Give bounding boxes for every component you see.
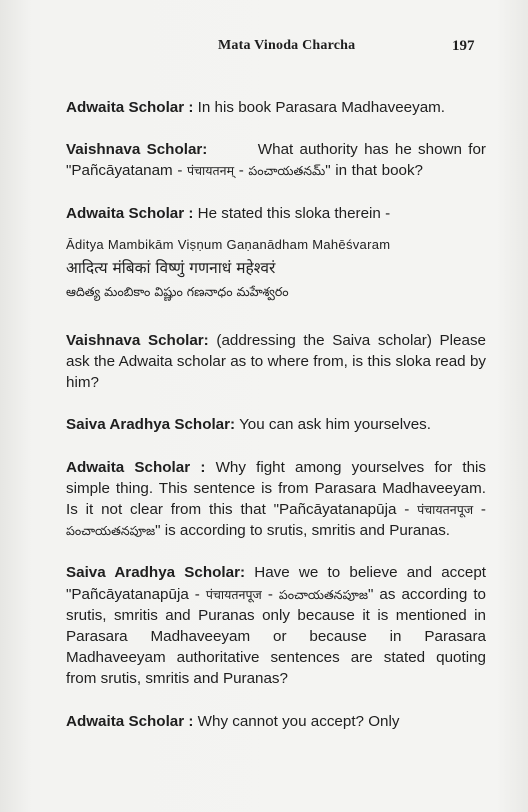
devanagari-term: पंचायतनम्	[187, 163, 235, 179]
telugu-term: పంచాయతనపూజ	[66, 523, 156, 539]
speaker-label: Saiva Aradhya Scholar:	[66, 416, 236, 434]
dialogue-text: Have we to believe and accept "Pañcāyatanapūja -	[66, 564, 486, 603]
speaker-label: Vaishnava Scholar:	[66, 141, 208, 159]
devanagari-term: पंचायतनपूज	[417, 502, 474, 518]
running-head: Mata Vinoda Charcha	[218, 38, 356, 53]
page-header	[0, 38, 528, 58]
dialogue-paragraph	[66, 457, 486, 542]
speaker-label: Adwaita Scholar :	[66, 458, 206, 476]
dialogue-text: Why fight among yourselves for this simple thing. This sentence is from Parasara Madhaveeyam. Is it not clear from this that "Pañcāyatanapūja -	[66, 458, 486, 519]
dialogue-text: In his book Parasara Madhaveeyam.	[197, 99, 446, 116]
dialogue-paragraph	[66, 711, 486, 732]
verse-devanagari: आदित्य मंबिकां विष्णुं गणनाधं महेश्वरं	[66, 258, 276, 277]
dialogue-text: (addressing the Saiva scholar) Please ask the Adwaita scholar as to where from, is this sloka read by him?	[66, 331, 486, 392]
dialogue-text: " as according to srutis, smritis and Puranas only because it is mentioned in Parasara Madhaveeyam or because in Parasara Madhaveeyam authoritative sentences are stated quoting from srutis, smritis and Puranas?	[66, 585, 487, 688]
separator-text: -	[261, 585, 279, 603]
sloka-verse	[66, 235, 486, 303]
speaker-label: Adwaita Scholar :	[66, 204, 194, 222]
separator-text: -	[473, 501, 486, 519]
speaker-label: Adwaita Scholar :	[66, 99, 194, 116]
speaker-label: Saiva Aradhya Scholar:	[66, 564, 246, 582]
dialogue-text: What authority has he shown for "Pañcāyatanam -	[66, 141, 486, 180]
dialogue-text: " is according to srutis, smritis and Puranas.	[155, 522, 451, 540]
dialogue-paragraph	[66, 562, 486, 689]
dialogue-text: " in that book?	[325, 162, 424, 180]
page-body	[66, 97, 486, 753]
telugu-term: పంచాయతనమ్	[248, 163, 326, 179]
dialogue-paragraph	[66, 97, 486, 118]
dialogue-paragraph	[66, 203, 486, 224]
dialogue-text: He stated this sloka therein -	[197, 204, 391, 222]
dialogue-text: Why cannot you accept? Only	[197, 712, 400, 730]
telugu-term: పంచాయతనపూజ	[278, 586, 369, 602]
speaker-label: Vaishnava Scholar:	[66, 331, 209, 349]
dialogue-paragraph	[66, 414, 486, 435]
page-number: 197	[452, 38, 475, 54]
dialogue-paragraph	[66, 330, 486, 394]
devanagari-term: पंचायतनपूज	[205, 586, 262, 602]
dialogue-text: You can ask him yourselves.	[239, 416, 431, 434]
dialogue-paragraph	[66, 139, 486, 181]
speaker-label: Adwaita Scholar :	[66, 712, 194, 730]
verse-transliteration: Āditya Mambikām Viṣṇum Gaṇanādham Mahēśvaram	[66, 236, 391, 252]
verse-telugu: ఆదిత్య మంబికాం విష్ణుం గణనాధం మహేశ్వరం	[66, 283, 289, 299]
separator-text: -	[234, 162, 249, 180]
